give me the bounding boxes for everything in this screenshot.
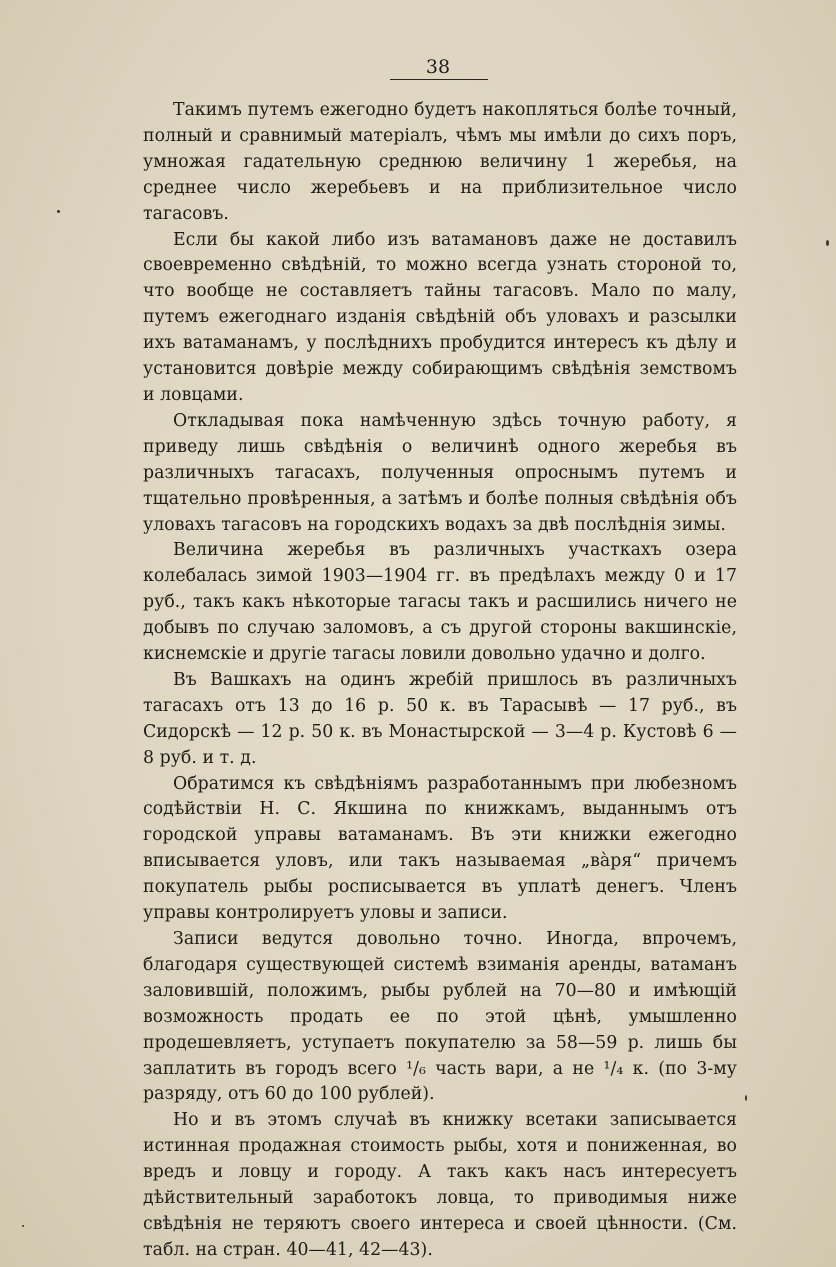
paragraph-8: Но и въ этомъ случаѣ въ книжку всетаки записывается истинная продажная стоимость рыбы, хотя и пониженная, во вредъ и ловцу и городу. А такъ какъ насъ интересуетъ дѣйствительный заработокъ ловца, то приводимыя ниже свѣдѣнія не теряютъ своего интереса и своей цѣнности. (См. табл. на стран. 40—41, 42—43). [143,1110,737,1260]
paragraph-5: Въ Вашкахъ на одинъ жребій пришлось въ различныхъ тагасахъ отъ 13 до 16 р. 50 к. въ Тарасывѣ — 17 руб., въ Сидорскѣ — 12 р. 50 к. въ Монастырской — 3—4 р. Кустовѣ 6 — 8 руб. и т. д. [143,669,737,768]
paragraph-1: Такимъ путемъ ежегодно будетъ накопляться болѣе точный, полный и сравнимый матеріалъ, чѣмъ мы имѣли до сихъ поръ, умножая гадательную среднюю величину 1 жеребья, на среднее число жеребьевъ и на приблизительное число тагасовъ. [143,100,737,224]
page-number: 38 [425,56,451,78]
scan-speck [57,210,60,213]
paragraph-2: Если бы какой либо изъ ватамановъ даже не доставилъ своевременно свѣдѣній, то можно всегда узнать стороной то, что вообще не составляетъ тайны тагасовъ. Мало по малу, путемъ ежегоднаго изданія свѣдѣній объ уловахъ и разсылки ихъ ватаманамъ, у послѣднихъ пробудится интересъ къ дѣлу и установится довѣріе между собирающимъ свѣдѣнія земствомъ и ловцами. [143,229,737,405]
paragraph-7: Записи ведутся довольно точно. Иногда, впрочемъ, благодаря существующей системѣ взиманія аренды, ватаманъ заловившій, положимъ, рыбы рублей на 70—80 и имѣющій возможность продать ее по этой цѣнѣ, умышленно продешевляетъ, уступаетъ покупателю за 58—59 р. лишь бы заплатить въ городъ всего ¹/₆ часть вари, а не ¹/₄ к. (по 3-му разряду, отъ 60 до 100 рублей). [143,929,737,1105]
paragraph-4: Величина жеребья въ различныхъ участкахъ озера колебалась зимой 1903—1904 гг. въ предѣлахъ между 0 и 17 руб., такъ какъ нѣкоторые тагасы такъ и расшились ничего не добывъ по случаю заломовъ, а съ другой стороны вакшинскіе, киснемскіе и другіе тагасы ловили довольно удачно и долго. [143,540,737,665]
scan-speck [22,1225,24,1227]
scan-speck [745,1095,747,1101]
paragraph-3: Откладывая пока намѣченную здѣсь точную работу, я приведу лишь свѣдѣнія о величинѣ одного жеребья въ различныхъ тагасахъ, полученныя опроснымъ путемъ и тщательно провѣренныя, а затѣмъ и болѣе полныя свѣдѣнія объ уловахъ тагасовъ на городскихъ водахъ за двѣ послѣднія зимы. [143,410,737,535]
body-text [143,98,737,1264]
scan-speck [826,240,829,246]
paragraph-6: Обратимся къ свѣдѣніямъ разработаннымъ при любезномъ содѣйствіи Н. С. Якшина по книжкамъ, выданнымъ отъ городской управы ватаманамъ. Въ эти книжки ежегодно вписывается уловъ, или такъ называемая „вàря“ причемъ покупатель рыбы росписывается въ уплатѣ денегъ. Членъ управы контролируетъ уловы и записи. [143,773,737,924]
page-number-rule [390,79,488,80]
